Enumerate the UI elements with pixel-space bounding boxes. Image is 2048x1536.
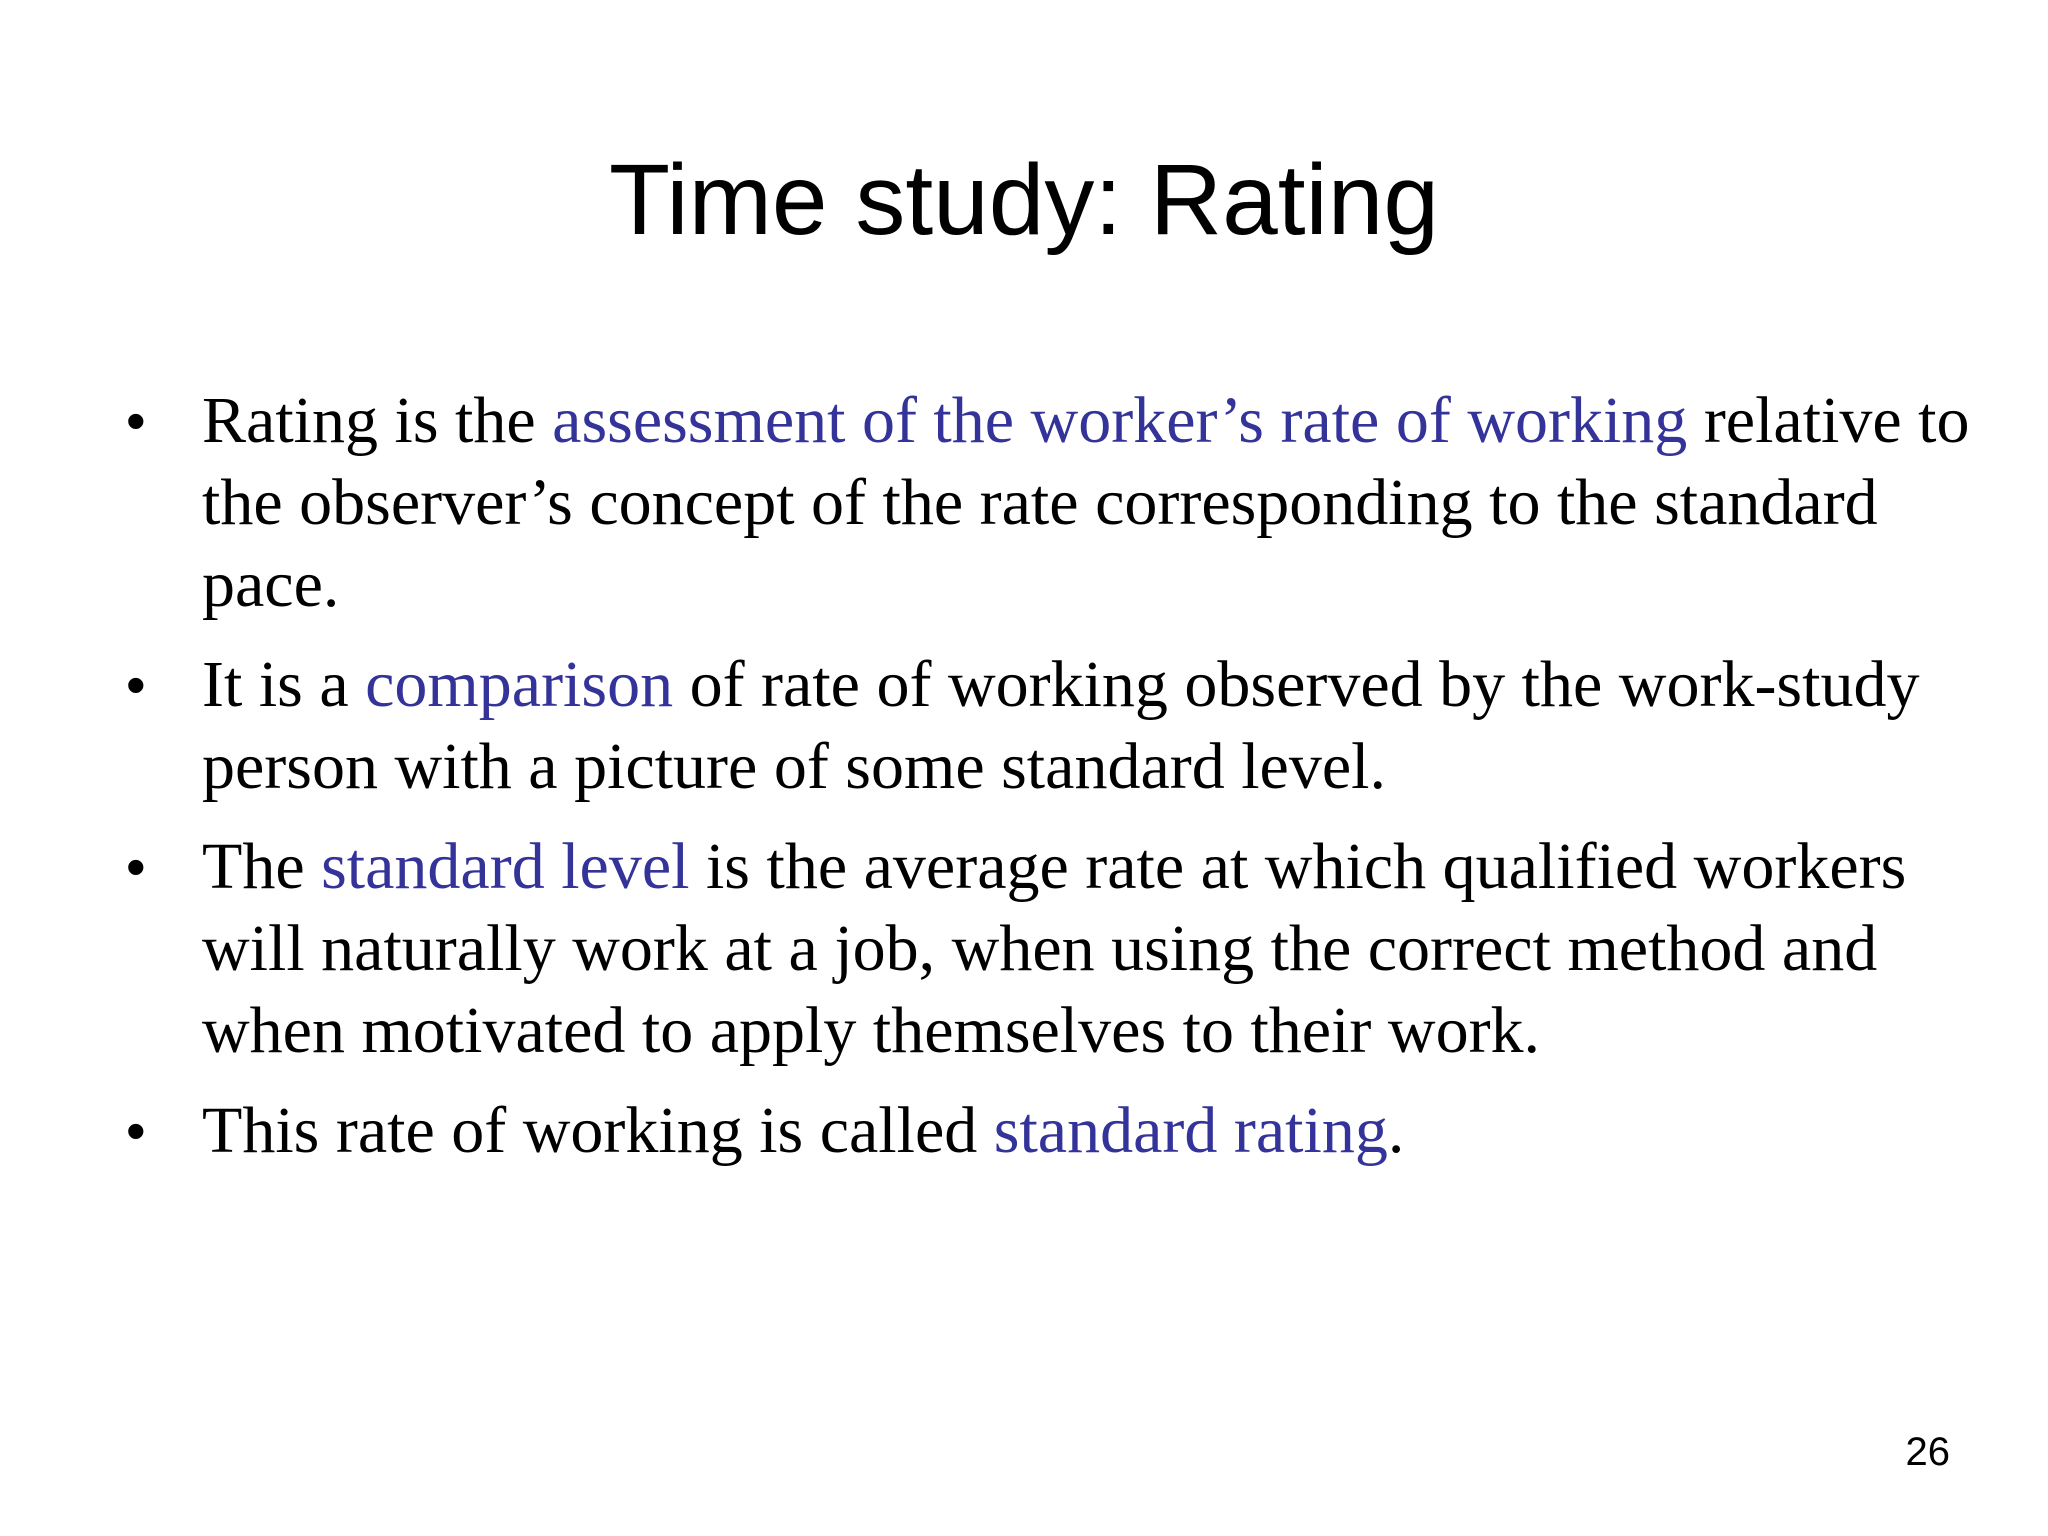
slide-title: Time study: Rating: [609, 144, 1439, 256]
bullet-highlight: standard level: [321, 830, 690, 903]
bullet-item: [120, 644, 2000, 808]
bullet-text-before: This rate of working is called: [202, 1094, 994, 1167]
bullet-marker: •: [126, 835, 146, 898]
bullet-text-before: Rating is the: [202, 384, 553, 457]
bullet-list: [120, 380, 2000, 1190]
bullet-item: [120, 380, 2000, 626]
bullet-text-after: .: [1387, 1094, 1405, 1167]
page-number: 26: [1905, 1430, 1950, 1474]
bullet-text-before: The: [202, 830, 322, 903]
bullet-highlight: assessment of the worker’s rate of working: [552, 384, 1688, 457]
bullet-text-before: It is a: [202, 648, 366, 721]
bullet-marker: •: [126, 653, 146, 716]
bullet-item: [120, 1090, 2000, 1172]
bullet-marker: •: [126, 389, 146, 452]
bullet-text-after: relative to the observer’s concept of the rate corresponding to the standard pace.: [202, 384, 1970, 621]
bullet-item: [120, 826, 2000, 1072]
bullet-text-after: is the average rate at which qualified workers will naturally work at a job, when using the correct method and when motivated to apply themselves to their work.: [202, 830, 1907, 1067]
bullet-highlight: standard rating: [993, 1094, 1388, 1167]
bullet-text-after: of rate of working observed by the work-study person with a picture of some standard level.: [202, 648, 1920, 803]
bullet-marker: •: [126, 1099, 146, 1162]
bullet-highlight: comparison: [365, 648, 674, 721]
